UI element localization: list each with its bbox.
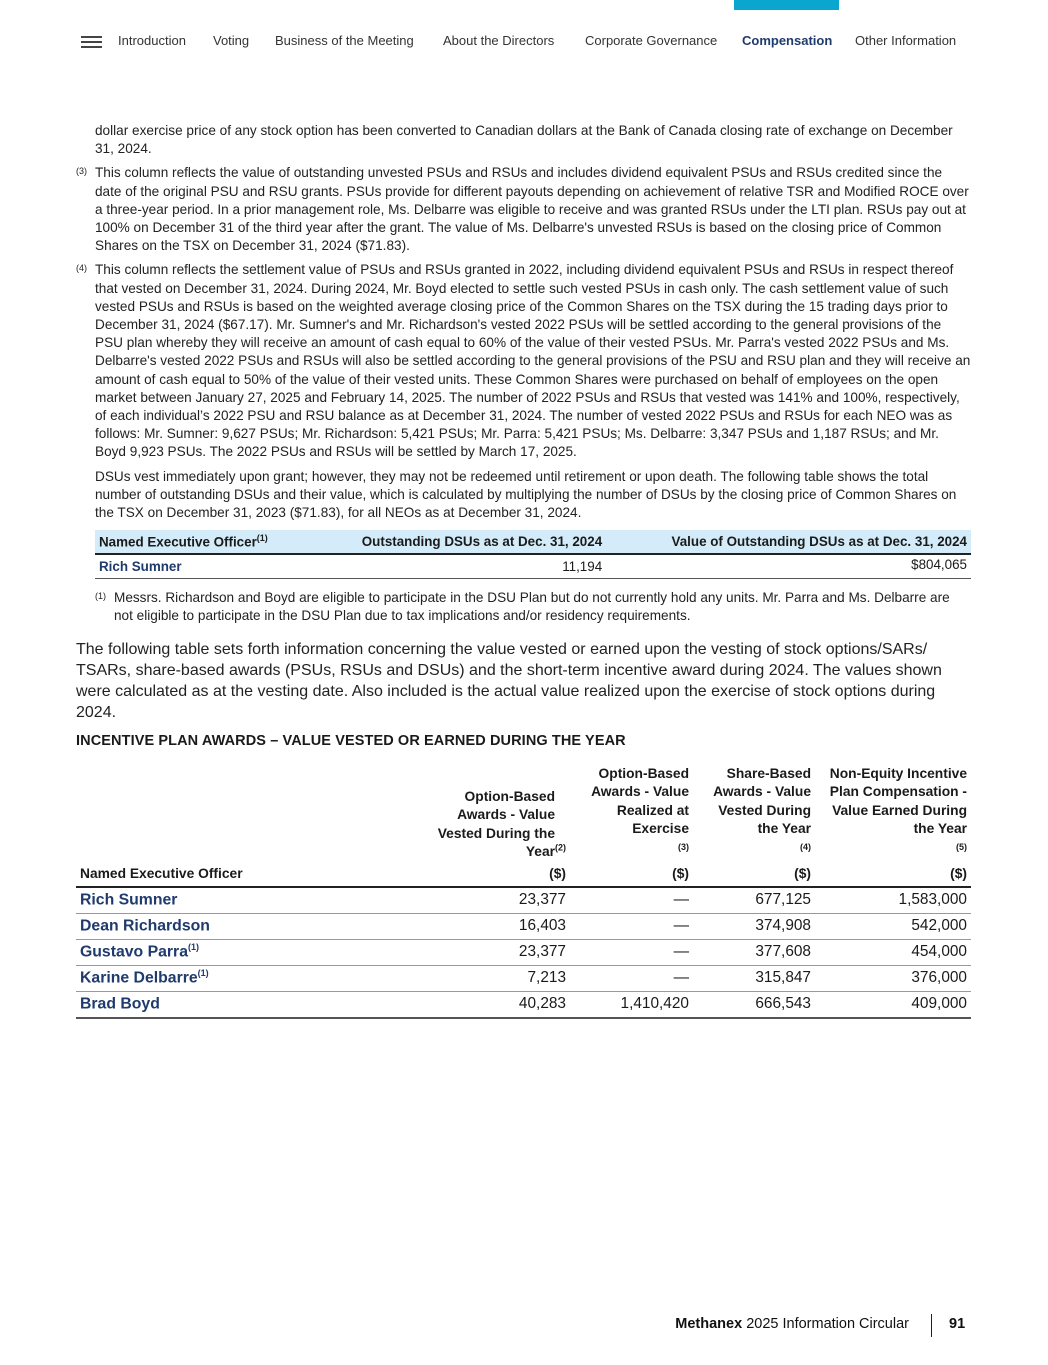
column-header: Outstanding DSUs as at Dec. 31, 2024 xyxy=(308,530,607,553)
non-equity-value-earned: 376,000 xyxy=(815,965,971,991)
incentive-plan-awards-table xyxy=(76,763,971,1018)
option-value-realized: — xyxy=(570,965,693,991)
share-value-vested: 374,908 xyxy=(693,913,815,939)
nav-compensation[interactable]: Compensation xyxy=(742,33,833,48)
share-value-vested: 315,847 xyxy=(693,965,815,991)
non-equity-value-earned: 542,000 xyxy=(815,913,971,939)
page-number: 91 xyxy=(949,1316,966,1332)
outstanding-dsus: 11,194 xyxy=(308,554,607,579)
option-value-vested: 16,403 xyxy=(368,913,570,939)
option-value-realized: — xyxy=(570,887,693,914)
officer-name: Karine Delbarre$^{(1)}$ xyxy=(76,965,368,991)
footnote-marker: (3) xyxy=(76,166,87,177)
value-outstanding-dsus: $804,065 xyxy=(606,554,971,579)
column-header: Value of Outstanding DSUs as at Dec. 31, 2024 xyxy=(606,530,971,553)
table-row xyxy=(76,965,971,991)
footnote-text: Messrs. Richardson and Boyd are eligible to participate in the DSU Plan but do not currently hold any units. Mr. Parra and Ms. Delbarre are not eligible to participate in the DSU Plan due to tax implications and/or residency requirements. xyxy=(114,589,950,623)
footnote-text: This column reflects the settlement value of PSUs and RSUs granted in 2022, including dividend equivalent PSUs and RSUs in respect thereof that vested on December 31, 2024. During 2024, Mr. Boyd elected to settle such vested PSUs in cash only. The cash settlement value of such vested PSUs and RSUs is based on the weighted average closing price of the Common Shares on the TSX during the 15 trading days prior to December 31, 2024 ($67.17). Mr. Sumner's and Mr. Richardson's vested 2022 PSUs will be settled according to the general provisions of the PSU plan whereby they will receive an amount of cash equal to 60% of the value of their vested PSUs. Mr. Parra's vested 2022 PSUs and Ms. Delbarre's vested 2022 PSUs and RSUs will also be settled according to the general provisions of the PSU and RSU plan and they will receive an amount of cash equal to 50% of the value of their vested units. These Common Shares were purchased on behalf of employees on the open market between January 27, 2025 and February 14, 2025. The number of 2022 PSUs and RSUs that vested was 141% and 100%, respectively, of each individual’s 2022 PSU and RSU balance as at December 31, 2024. The number of vested 2022 PSUs and RSUs for each NEO was as follows: Mr. Sumner: 9,627 PSUs; Mr. Richardson: 5,421 PSUs; Mr. Parra: 5,421 PSUs; Ms. Delbarre: 3,347 PSUs and 1,187 RSUs; and Mr. Boyd 9,923 PSUs. The 2022 PSUs and RSUs will be settled by March 17, 2025. xyxy=(95,262,971,460)
table-row xyxy=(76,991,971,1018)
non-equity-value-earned: 1,583,000 xyxy=(815,887,971,914)
footer-divider xyxy=(931,1314,932,1337)
option-value-vested: 40,283 xyxy=(368,991,570,1018)
non-equity-value-earned: 454,000 xyxy=(815,939,971,965)
active-section-indicator xyxy=(734,0,839,10)
dsu-footnote-1 xyxy=(76,589,971,625)
nav-about-the-directors[interactable]: About the Directors xyxy=(443,33,555,48)
column-header xyxy=(76,763,368,863)
column-header-officer: Named Executive Officer xyxy=(76,863,368,886)
footnote-text: This column reflects the value of outstanding unvested PSUs and RSUs and includes dividend equivalent PSUs and RSUs credited since the date of the original PSU and RSU grants. PSUs provide for different payouts depending on achievement of relative TSR and Modified ROCE over a three-year period. In a prior management role, Ms. Delbarre was eligible to receive and was granted RSUs under the LTI plan. RSUs pay out at 100% on December 31 of the third year after the grant. The value of Ms. Delbarre's unvested RSUs is based on the closing price of Common Shares on the TSX on December 31, 2024 ($71.83). xyxy=(95,165,969,254)
footnote-marker: (1) xyxy=(95,590,106,601)
share-value-vested: 666,543 xyxy=(693,991,815,1018)
top-navigation xyxy=(0,0,1048,60)
page-footer xyxy=(0,1314,1048,1338)
column-header: Option-Based Awards - Value Vested During the Year$^{(2)}$ xyxy=(437,789,566,859)
option-value-realized: — xyxy=(570,939,693,965)
footer-title xyxy=(675,1316,909,1332)
officer-name: Rich Sumner xyxy=(95,554,308,579)
column-header: Non-Equity Incentive Plan Compensation - Value Earned During the Year$^{(5)}$ xyxy=(829,766,967,853)
page-content xyxy=(76,122,971,1019)
non-equity-value-earned: 409,000 xyxy=(815,991,971,1018)
nav-voting[interactable]: Voting xyxy=(213,33,250,48)
nav-corporate-governance[interactable]: Corporate Governance xyxy=(585,33,718,48)
footnote-4 xyxy=(76,261,971,461)
column-unit: ($) xyxy=(693,863,815,886)
table-row xyxy=(76,887,971,914)
table-row xyxy=(95,554,971,579)
column-header: Named Executive Officer$^{(1)}$ xyxy=(95,530,308,553)
option-value-vested: 23,377 xyxy=(368,939,570,965)
hamburger-menu-icon[interactable] xyxy=(81,36,102,49)
column-unit: ($) xyxy=(570,863,693,886)
section-title: INCENTIVE PLAN AWARDS – VALUE VESTED OR EARNED DURING THE YEAR xyxy=(76,733,626,750)
option-value-realized: 1,410,420 xyxy=(570,991,693,1018)
footnote-3 xyxy=(76,164,971,255)
column-unit: ($) xyxy=(815,863,971,886)
dsu-intro-paragraph: DSUs vest immediately upon grant; however, they may not be redeemed until retirement or upon death. The following table shows the total number of outstanding DSUs and their value, which is calculated by multiplying the number of DSUs by the closing price of Common Shares on the TSX on December 31, 2023 ($71.83), for all NEOs as at December 31, 2024. xyxy=(95,468,957,521)
nav-introduction[interactable]: Introduction xyxy=(118,33,186,48)
option-value-vested: 23,377 xyxy=(368,887,570,914)
column-header: Share-Based Awards - Value Vested During the Year$^{(4)}$ xyxy=(713,766,811,853)
table-row xyxy=(76,939,971,965)
footnote-marker: (4) xyxy=(76,263,87,274)
option-value-vested: 7,213 xyxy=(368,965,570,991)
document-title: 2025 Information Circular xyxy=(746,1316,909,1332)
footnote-continued: dollar exercise price of any stock option has been converted to Canadian dollars at the Bank of Canada closing rate of exchange on December 31, 2024. xyxy=(95,123,953,157)
company-name: Methanex xyxy=(675,1316,743,1332)
share-value-vested: 677,125 xyxy=(693,887,815,914)
dsu-table xyxy=(95,530,971,578)
share-value-vested: 377,608 xyxy=(693,939,815,965)
nav-business-of-the-meeting[interactable]: Business of the Meeting xyxy=(275,33,414,48)
intro-paragraph: The following table sets forth information concerning the value vested or earned upon the vesting of stock options/SARs/ TSARs, share-based awards (PSUs, RSUs and DSUs) and the short-term incentive award during 2024. The values shown were calculated as at the vesting date. Also included is the actual value realized upon the exercise of stock options during 2024. xyxy=(76,641,942,722)
option-value-realized: — xyxy=(570,913,693,939)
table-row xyxy=(76,913,971,939)
column-header: Option-Based Awards - Value Realized at Exercise$^{(3)}$ xyxy=(591,766,689,853)
column-unit: ($) xyxy=(368,863,570,886)
officer-name: Dean Richardson xyxy=(76,913,368,939)
officer-name: Rich Sumner xyxy=(76,887,368,914)
nav-other-information[interactable]: Other Information xyxy=(855,33,957,48)
officer-name: Gustavo Parra$^{(1)}$ xyxy=(76,939,368,965)
officer-name: Brad Boyd xyxy=(76,991,368,1018)
